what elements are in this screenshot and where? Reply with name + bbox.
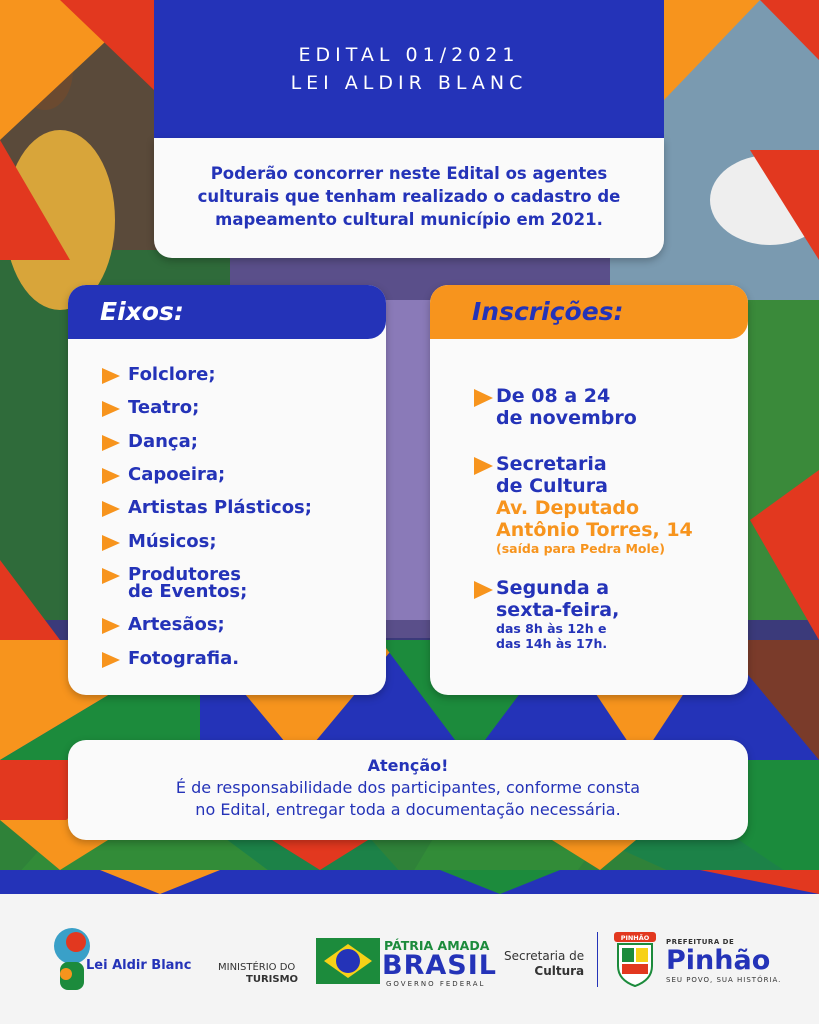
eixos-header bbox=[68, 285, 386, 339]
attention-line: no Edital, entregar toda a documentação necessária. bbox=[195, 800, 621, 819]
intro-card bbox=[154, 138, 664, 258]
eixos-title: Eixos: bbox=[100, 297, 184, 326]
patria-line: GOVERNO FEDERAL bbox=[386, 980, 486, 988]
brasao-label: PINHÃO bbox=[620, 934, 650, 942]
ministry-line: MINISTÉRIO DO bbox=[218, 962, 296, 973]
patria-line: BRASIL bbox=[382, 950, 497, 981]
arrow-icon bbox=[102, 535, 120, 551]
patria-amada-brasil-logo bbox=[316, 938, 497, 988]
arrow-icon bbox=[102, 501, 120, 517]
intro-text: Poderão concorrer neste Edital os agentes culturais que tenham realizado o cadastro de mapeamento cultural município em 2021. bbox=[197, 164, 621, 229]
prefeitura-pinhao-logo bbox=[666, 938, 781, 984]
pinhao-coat-of-arms-icon bbox=[612, 932, 658, 988]
address-note: (saída para Pedra Mole) bbox=[496, 541, 665, 556]
arrow-icon bbox=[102, 401, 120, 417]
eixo-label: Fotografia. bbox=[128, 648, 240, 669]
days-line: Segunda a bbox=[496, 577, 610, 599]
brazil-flag-icon bbox=[316, 938, 380, 984]
prefeitura-line: PREFEITURA DE bbox=[666, 938, 735, 946]
arrow-icon bbox=[102, 368, 120, 384]
eixos-card bbox=[68, 285, 386, 695]
attention-card bbox=[68, 740, 748, 840]
eixo-label: de Eventos; bbox=[128, 581, 248, 602]
eixo-label: Teatro; bbox=[128, 397, 200, 418]
date-line: De 08 a 24 bbox=[496, 385, 611, 407]
eixo-label: Artesãos; bbox=[128, 614, 225, 635]
ministerio-turismo-logo bbox=[218, 962, 298, 986]
eixo-label: Dança; bbox=[128, 431, 198, 452]
lei-aldir-blanc-logo bbox=[52, 924, 202, 994]
arrow-icon bbox=[102, 568, 120, 584]
header-banner bbox=[154, 0, 664, 138]
hours-line: das 8h às 12h e bbox=[496, 621, 607, 636]
attention-line: É de responsabilidade dos participantes, conforme consta bbox=[175, 778, 641, 797]
inscricoes-header bbox=[430, 285, 748, 339]
hours-line: das 14h às 17h. bbox=[496, 636, 608, 651]
law-title: LEI ALDIR BLANC bbox=[290, 72, 528, 94]
eixo-label: Produtores bbox=[128, 564, 241, 585]
arrow-icon bbox=[102, 435, 120, 451]
ministry-line: TURISMO bbox=[246, 974, 299, 985]
divider bbox=[597, 932, 598, 987]
arrow-icon bbox=[474, 389, 493, 407]
arrow-icon bbox=[102, 652, 120, 668]
eixo-label: Folclore; bbox=[128, 364, 216, 385]
prefeitura-slogan: SEU POVO, SUA HISTÓRIA. bbox=[666, 976, 782, 984]
address-line: Antônio Torres, 14 bbox=[496, 519, 693, 541]
arrow-icon bbox=[474, 581, 493, 599]
inscricoes-card bbox=[430, 285, 748, 695]
days-line: sexta-feira, bbox=[496, 599, 620, 621]
arrow-icon bbox=[474, 457, 493, 475]
attention-title: Atenção! bbox=[367, 756, 449, 775]
patria-line: PÁTRIA AMADA bbox=[384, 938, 490, 953]
inscricoes-title: Inscrições: bbox=[472, 297, 624, 326]
secretaria-line: Cultura bbox=[534, 964, 585, 978]
address-line: Av. Deputado bbox=[496, 497, 640, 519]
eixo-label: Artistas Plásticos; bbox=[128, 497, 312, 518]
place-line: Secretaria bbox=[496, 453, 607, 475]
lab-logo-text: Lei Aldir Blanc bbox=[86, 958, 192, 973]
prefeitura-name: Pinhão bbox=[666, 945, 771, 976]
date-line: de novembro bbox=[496, 407, 637, 429]
arrow-icon bbox=[102, 468, 120, 484]
place-line: de Cultura bbox=[496, 475, 608, 497]
secretaria-line: Secretaria de bbox=[504, 949, 585, 963]
eixo-label: Músicos; bbox=[128, 531, 217, 552]
arrow-icon bbox=[102, 618, 120, 634]
edital-title: EDITAL 01/2021 bbox=[298, 44, 520, 66]
secretaria-cultura-logo bbox=[504, 949, 584, 979]
eixo-label: Capoeira; bbox=[128, 464, 226, 485]
